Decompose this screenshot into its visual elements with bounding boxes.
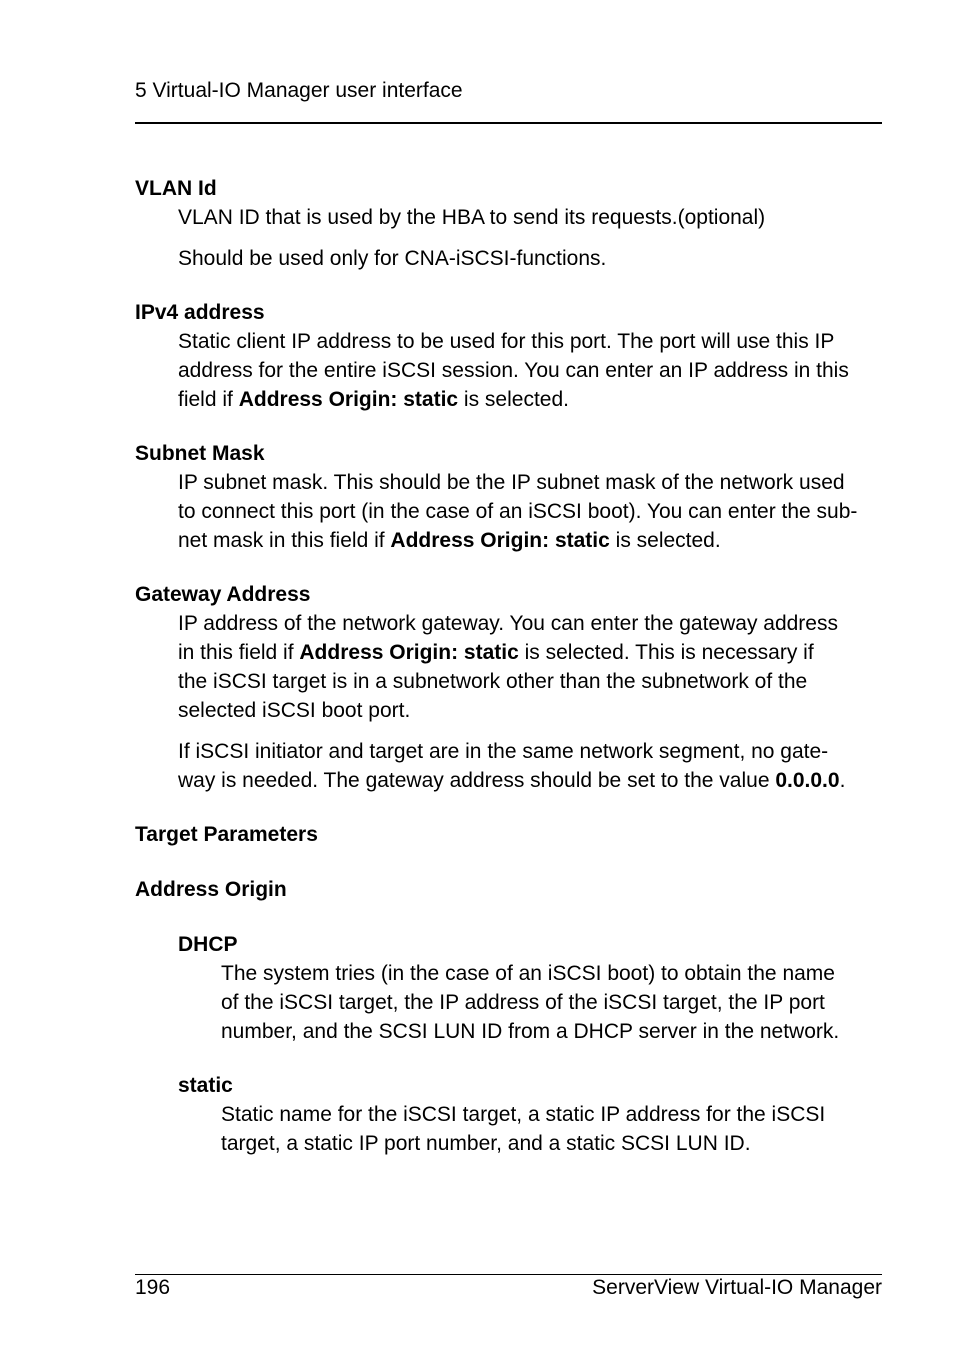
paragraph: VLAN ID that is used by the HBA to send its requests.(optional) [178, 206, 766, 229]
paragraph: Should be used only for CNA-iSCSI-functions. [178, 247, 607, 270]
term-static: static [178, 1074, 233, 1097]
bold-setting: Address Origin: static [238, 388, 459, 411]
section-vlan-id [135, 174, 885, 273]
bold-value: 0.0.0.0 [775, 769, 840, 792]
section-ipv4-address [135, 298, 885, 414]
option-static [135, 1071, 885, 1158]
footer-rule [135, 1274, 882, 1275]
text-line: of the iSCSI target, the IP address of the iSCSI target, the IP port [221, 991, 825, 1014]
desc-dhcp [221, 959, 885, 1046]
text-line: Static name for the iSCSI target, a static IP address for the iSCSI [221, 1103, 826, 1126]
desc-static [221, 1100, 885, 1158]
text-line: net mask in this field if Address Origin: static is selected. [178, 529, 721, 552]
footer-product-name: ServerView Virtual-IO Manager [592, 1276, 882, 1299]
desc-gateway-address [178, 609, 885, 795]
desc-ipv4-address [178, 327, 885, 414]
document-body [135, 174, 885, 1158]
paragraph: IP address of the network gateway. You can enter the gateway address in this field if Address Origin: static is selected. This is necessary if the iSCSI target is in a subnetwork other than the subnetwork of the selected iSCSI boot port. [178, 612, 838, 722]
option-dhcp [135, 930, 885, 1046]
section-gateway-address [135, 580, 885, 795]
term-ipv4-address: IPv4 address [135, 301, 265, 324]
term-dhcp: DHCP [178, 933, 238, 956]
text-line: address for the entire iSCSI session. You can enter an IP address in this [178, 359, 849, 382]
term-vlan-id: VLAN Id [135, 177, 217, 200]
running-header: 5 Virtual-IO Manager user interface [135, 79, 463, 102]
page-number: 196 [135, 1276, 171, 1299]
text-line: The system tries (in the case of an iSCSI boot) to obtain the name [221, 962, 835, 985]
desc-subnet-mask [178, 468, 885, 555]
bold-setting: Address Origin: static [299, 641, 519, 664]
desc-vlan-id [178, 203, 885, 273]
section-subnet-mask [135, 439, 885, 555]
heading-address-origin: Address Origin [135, 878, 287, 901]
text-line: Static client IP address to be used for this port. The port will use this IP [178, 330, 835, 353]
text-line: target, a static IP port number, and a static SCSI LUN ID. [221, 1132, 751, 1155]
bold-setting: Address Origin: static [390, 529, 610, 552]
header-rule [135, 122, 882, 124]
text-line: IP subnet mask. This should be the IP subnet mask of the network used [178, 471, 845, 494]
paragraph: If iSCSI initiator and target are in the same network segment, no gate- way is needed. The gateway address should be set to the value 0.0.0.0. [178, 740, 846, 792]
text-line: field if Address Origin: static is selected. [178, 388, 569, 411]
term-gateway-address: Gateway Address [135, 583, 311, 606]
heading-target-parameters: Target Parameters [135, 823, 318, 846]
text-line: number, and the SCSI LUN ID from a DHCP server in the network. [221, 1020, 840, 1043]
term-subnet-mask: Subnet Mask [135, 442, 265, 465]
text-line: to connect this port (in the case of an iSCSI boot). You can enter the sub- [178, 500, 858, 523]
